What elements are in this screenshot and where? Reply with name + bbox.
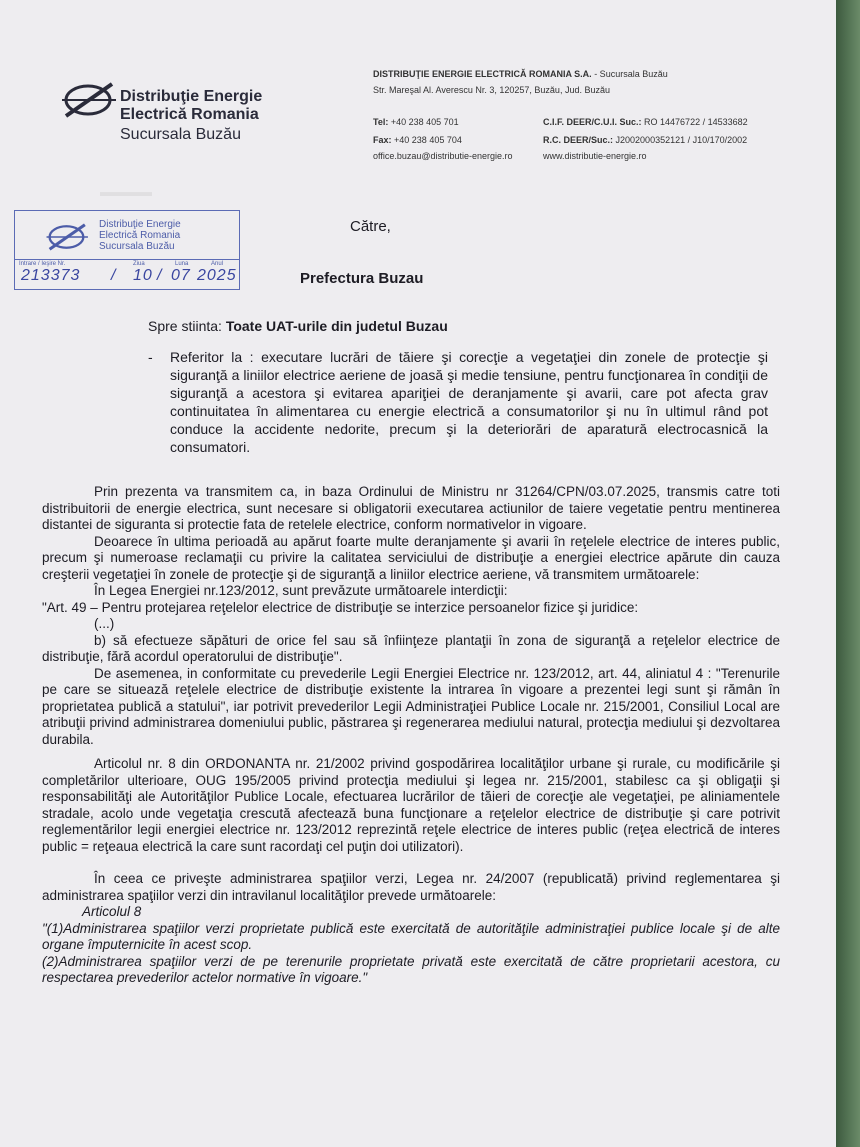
cc-line (148, 318, 448, 334)
stamp-sep1: / (111, 267, 117, 284)
paragraph-3: În Legea Energiei nr.123/2012, sunt prevăzute următoarele interdicţii: (94, 583, 508, 598)
fax-label: Fax: (373, 135, 392, 145)
spacer (42, 855, 780, 871)
stamp-day: 10 (133, 267, 153, 284)
company-line2: Electrică Romania (120, 106, 259, 123)
cif-value: RO 14476722 / 14533682 (644, 117, 748, 127)
header-address: Str. Mareşal Al. Averescu Nr. 3, 120257, Buzău, Jud. Buzău (373, 85, 610, 95)
stamp-reg-label: Intrare / Ieşire Nr. (19, 261, 66, 267)
spacer (42, 748, 780, 756)
header-fax (373, 134, 462, 146)
stamp-reg-number: 213373 (21, 267, 81, 284)
bleed-through-text: ▬▬▬▬ (100, 184, 152, 199)
company-name (120, 88, 262, 144)
stamp-day-label: Ziua (133, 261, 145, 267)
paragraph-7: De asemenea, in conformitate cu prevederile Legii Energiei Electrice nr. 123/2012, art. 44, aliniatul 4 : "Terenurile pe care se situează reţelele electrice de distribuţie existente la intrarea în vigoare a prezentei legi sunt şi rămân în proprietatea publică a statului", iar potrivit prevederilor Legii Administraţiei Publice Locale nr. 215/2001, Consiliul Local are atribuţii privind administrarea domeniului public, păstrarea şi regenerarea mediului natural, protecţia mediului şi dezvoltarea durabila. (42, 665, 780, 747)
header-title-suffix: - Sucursala Buzău (591, 69, 668, 79)
stamp-month: 07 (171, 267, 191, 284)
registration-stamp (14, 210, 240, 290)
article-8-heading: Articolul 8 (82, 904, 142, 919)
header-email: office.buzau@distributie-energie.ro (373, 151, 513, 161)
stamp-name (99, 219, 181, 252)
stamp-logo-icon (45, 221, 91, 253)
cc-value: Toate UAT-urile din judetul Buzau (225, 318, 448, 334)
stamp-line1: Distribuţie Energie (99, 219, 181, 230)
stamp-year-label: Anul (211, 261, 224, 267)
article-8-par-2: (2)Administrarea spaţiilor verzi de pe terenurile proprietate privată este exercitată de către proprietarii acestora, cu respectarea prevederilor actelor normative în vigoare." (42, 953, 780, 985)
article-8-par-1: "(1)Administrarea spaţiilor verzi proprietate publică este exercitată de autorităţile administraţiei publice locale şi de alte organe împuternicite în acest scop. (42, 920, 780, 952)
fax-value: +40 238 405 704 (394, 135, 462, 145)
paragraph-6: b) să efectueze săpături de orice fel sau să înfiinţeze plantaţii în zona de siguranţă a reţelelor electrice de distribuţie, fără acordul operatorului de distribuţie". (42, 632, 780, 664)
rc-label: R.C. DEER/Suc.: (543, 135, 614, 145)
tel-value: +40 238 405 701 (390, 117, 459, 127)
stamp-divider (15, 259, 239, 260)
tel-label: Tel: (373, 117, 389, 127)
paragraph-1: Prin prezenta va transmitem ca, in baza Ordinului de Ministru nr 31264/CPN/03.07.2025, transmis catre toti distribuitorii de energie electrica, sunt necesare si obligatorii executarea actiunilor de taiere vegetatie pentru mentinerea distantei de siguranta si protectie fata de retelele electrice, conform normativelor in vigoare. (42, 484, 780, 532)
bullet-dash: - (148, 349, 153, 365)
stamp-month-label: Luna (175, 261, 189, 267)
paragraph-5: (...) (94, 616, 115, 631)
stamp-line2: Electrică Romania (99, 230, 181, 241)
header-cif (543, 116, 748, 128)
paragraph-2: Deoarece în ultima perioadă au apărut foarte multe deranjamente şi avarii în reţelele electrice de interes public, precum şi numeroase reclamaţii cu privire la calitatea serviciului de distribuţie a energiei electrice apărute din cauza creşterii vegetaţiei în zonele de protecţie şi de siguranţă a liniilor electrice aeriene, vă transmitem următoarele: (42, 533, 780, 582)
company-logo-icon (60, 80, 120, 120)
recipient: Prefectura Buzau (300, 270, 424, 287)
reference-paragraph (148, 348, 768, 456)
paragraph-4: "Art. 49 – Pentru protejarea reţelelor electrice de distribuţie se interzice persoanelor fizice şi juridice: (42, 599, 639, 615)
stamp-line3: Sucursala Buzău (99, 241, 175, 252)
cc-label: Spre stiinta: (148, 318, 222, 334)
to-label: Către, (350, 218, 391, 235)
paragraph-8: Articolul nr. 8 din ORDONANTA nr. 21/2002 privind gospodărirea localităţilor urbane şi rurale, cu modificările şi completărilor ulterioare, OUG 195/2005 privind protecţia mediului şi legea nr. 215/2001, stabilesc ca şi obligaţii şi responsabilităţi ale Autorităţilor Publice Locale, efectuarea lucrărilor de tăieri de corecţie ale vegetaţiei, pe aliniamentele stradale, acolo unde vegetaţia crescută afectează buna funcţionare a reţelelor electrice de distribuţie şi care potrivit reglementărilor legii energiei electrice nr. 123/2012 reprezintă reţele electrice de interes public (reţea electrică de interes public = reţeaua electrică la care sunt racordaţi cel puţin doi utilizatori). (42, 756, 780, 854)
header-website: www.distributie-energie.ro (543, 151, 647, 161)
header-rc (543, 134, 747, 146)
cif-label: C.I.F. DEER/C.U.I. Suc.: (543, 117, 642, 127)
company-line1: Distribuţie Energie (120, 88, 263, 105)
stamp-sep2: / (157, 267, 163, 284)
rc-value: J2002000352121 / J10/170/2002 (615, 135, 748, 145)
header-title-bold: DISTRIBUŢIE ENERGIE ELECTRICĂ ROMANIA S.A. (373, 69, 592, 79)
paragraph-9: În ceea ce priveşte administrarea spaţiilor verzi, Legea nr. 24/2007 (republicată) privind reglementarea şi administrarea spaţiilor verzi din intravilanul localităţilor prevede următoarele: (42, 871, 780, 903)
stamp-year: 2025 (197, 267, 237, 284)
letter-body (42, 484, 780, 987)
header-tel (373, 116, 459, 128)
company-branch: Sucursala Buzău (120, 126, 241, 143)
reference-text: Referitor la : executare lucrări de tăiere şi corecţie a vegetaţiei din zonele de protecţie şi siguranţă a liniilor electrice aeriene de joasă şi medie tensiune, pentru funcţionarea în condiţii de siguranţă a acestora şi evitarea apariţiei de deranjamente şi avarii, care pot afecta grav continuitatea în alimentarea cu energie electrică a consumatorilor şi nu în ultimul rând pot conduce la accidente nedorite, precum şi la deteriorări de aparatură electrocasnică la consumatori. (170, 349, 768, 455)
background-table-edge (836, 0, 860, 1147)
header-title (373, 68, 668, 80)
